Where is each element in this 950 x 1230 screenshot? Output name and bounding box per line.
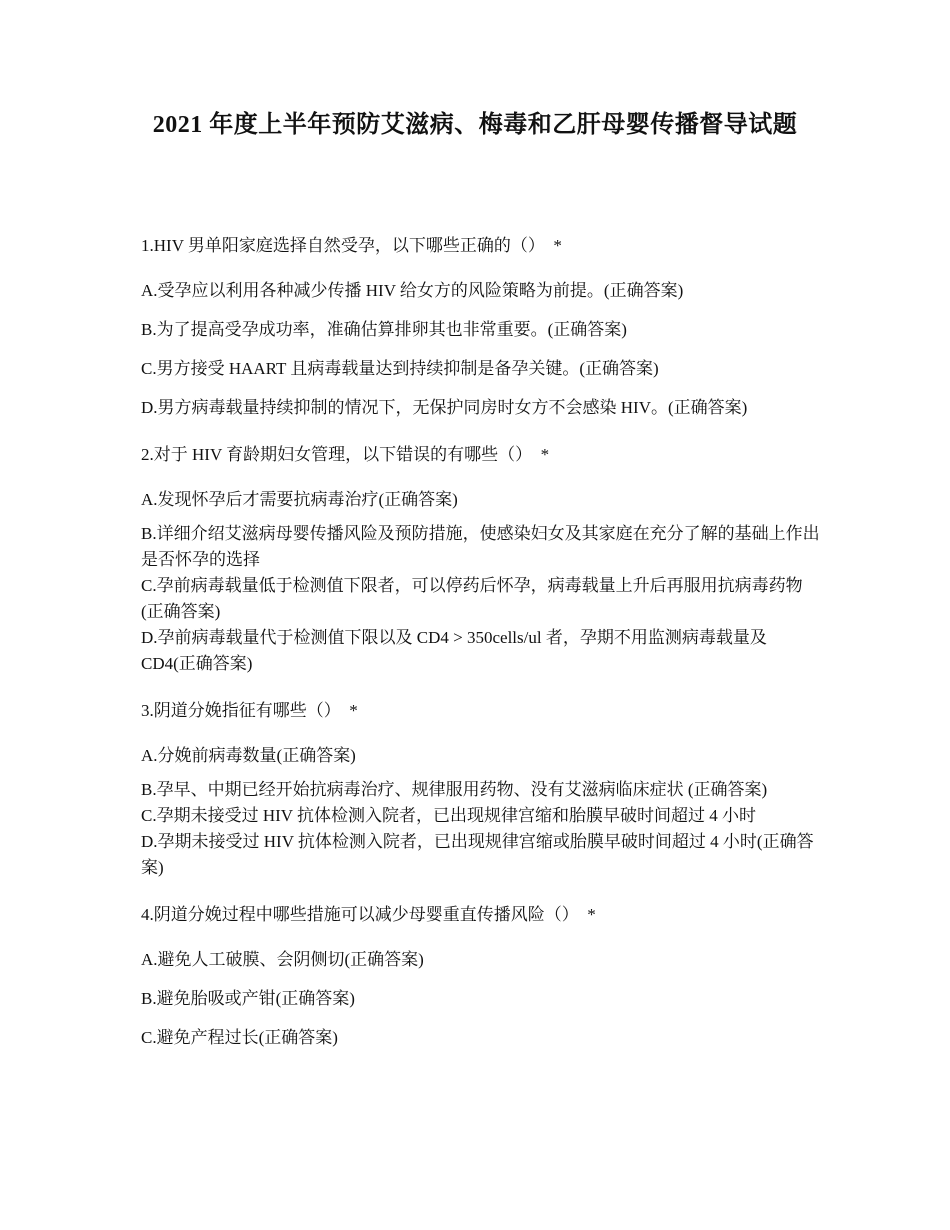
option-list (141, 278, 821, 421)
option-d: D.男方病毒载量持续抑制的情况下，无保护同房时女方不会感染 HIV。(正确答案) (141, 398, 748, 417)
option-c: C.孕期未接受过 HIV 抗体检测入院者，已出现规律宫缩和胎膜早破时间超过 4 小时 (141, 806, 756, 825)
option-list (141, 487, 821, 677)
option-b: B.避免胎吸或产钳(正确答案) (141, 989, 355, 1008)
question-1 (141, 233, 821, 421)
question-2 (141, 442, 821, 677)
question-3 (141, 698, 821, 881)
option-c: C.孕前病毒载量低于检测值下限者，可以停药后怀孕，病毒载量上升后再服用抗病毒药物(正确答案) (141, 576, 803, 621)
option-c: C.避免产程过长(正确答案) (141, 1028, 338, 1047)
option-list (141, 947, 821, 1051)
option-a: A.受孕应以利用各种减少传播 HIV 给女方的风险策略为前提。(正确答案) (141, 281, 684, 300)
option-a: A.避免人工破膜、会阴侧切(正确答案) (141, 950, 424, 969)
option-a: A.发现怀孕后才需要抗病毒治疗(正确答案) (141, 490, 458, 509)
option-c: C.男方接受 HAART 且病毒载量达到持续抑制是备孕关键。(正确答案) (141, 359, 659, 378)
question-text: 4.阴道分娩过程中哪些措施可以减少母婴重直传播风险（） * (141, 905, 596, 924)
option-d: D.孕期未接受过 HIV 抗体检测入院者，已出现规律宫缩或胎膜早破时间超过 4 小时(正确答案) (141, 832, 814, 877)
question-text: 2.对于 HIV 育龄期妇女管理，以下错误的有哪些（） * (141, 445, 550, 464)
option-list (141, 743, 821, 881)
option-b: B.孕早、中期已经开始抗病毒治疗、规律服用药物、没有艾滋病临床症状 (正确答案) (141, 780, 768, 799)
question-text: 1.HIV 男单阳家庭选择自然受孕，以下哪些正确的（） * (141, 236, 562, 255)
question-list (141, 233, 821, 1072)
option-b: B.详细介绍艾滋病母婴传播风险及预防措施，使感染妇女及其家庭在充分了解的基础上作出是否怀孕的选择 (141, 524, 820, 569)
option-b: B.为了提高受孕成功率，准确估算排卵其也非常重要。(正确答案) (141, 320, 627, 339)
document-title: 2021 年度上半年预防艾滋病、梅毒和乙肝母婴传播督导试题 (152, 112, 798, 138)
option-a: A.分娩前病毒数量(正确答案) (141, 746, 356, 765)
option-d: D.孕前病毒载量代于检测值下限以及 CD4 > 350cells/ul 者，孕期不用监测病毒载量及 CD4(正确答案) (141, 628, 767, 673)
question-4 (141, 902, 821, 1051)
question-text: 3.阴道分娩指征有哪些（） * (141, 701, 358, 720)
